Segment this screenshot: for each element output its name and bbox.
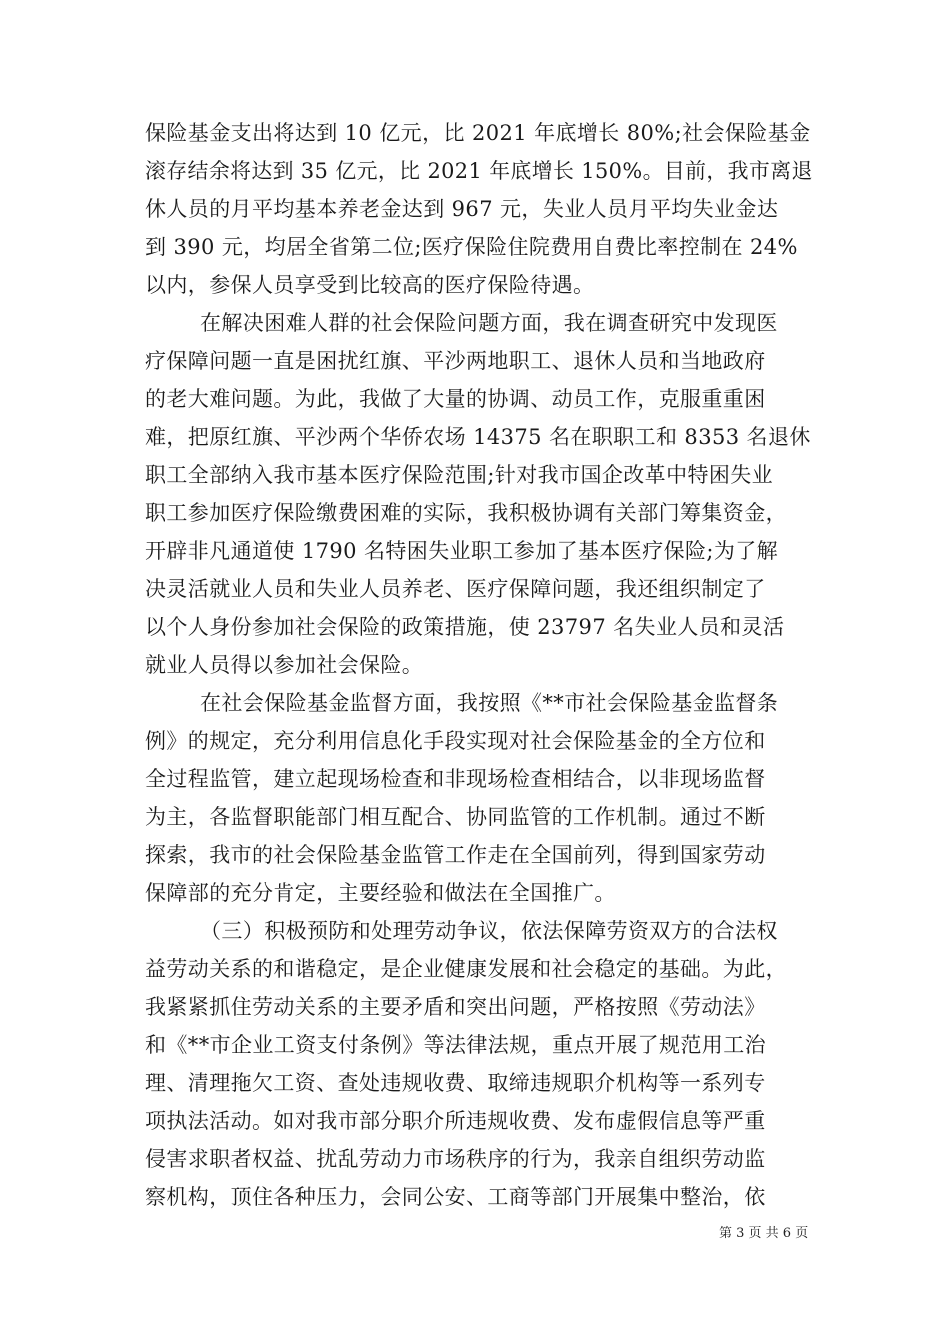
text-line: 滚存结余将达到 35 亿元，比 2021 年底增长 150%。目前，我市离退 (145, 159, 813, 183)
text-line: 理、清理拖欠工资、查处违规收费、取缔违规职介机构等一系列专 (145, 1071, 766, 1095)
text-line: 和《**市企业工资支付条例》等法律法规，重点开展了规范用工治 (145, 1033, 766, 1057)
text-line: 保障部的充分肯定，主要经验和做法在全国推广。 (145, 881, 616, 905)
text-line: 我紧紧抓住劳动关系的主要矛盾和突出问题，严格按照《劳动法》 (145, 995, 766, 1019)
text-line: 难，把原红旗、平沙两个华侨农场 14375 名在职职工和 8353 名退休 (145, 425, 811, 449)
text-line: 疗保障问题一直是困扰红旗、平沙两地职工、退休人员和当地政府 (145, 349, 766, 373)
paragraph-first-line: （三）积极预防和处理劳动争议，依法保障劳资双方的合法权 (200, 919, 778, 943)
text-line: 例》的规定，充分利用信息化手段实现对社会保险基金的全方位和 (145, 729, 766, 753)
text-line: 决灵活就业人员和失业人员养老、医疗保障问题，我还组织制定了 (145, 577, 766, 601)
text-line: 开辟非凡通道使 1790 名特困失业职工参加了基本医疗保险;为了解 (145, 539, 779, 563)
text-line: 就业人员得以参加社会保险。 (145, 653, 424, 677)
text-line: 保险基金支出将达到 10 亿元，比 2021 年底增长 80%;社会保险基金 (145, 121, 811, 145)
text-line: 察机构，顶住各种压力，会同公安、工商等部门开展集中整治，依 (145, 1185, 766, 1209)
text-line: 休人员的月平均基本养老金达到 967 元，失业人员月平均失业金达 (145, 197, 779, 221)
text-line: 到 390 元，均居全省第二位;医疗保险住院费用自费比率控制在 24% (145, 235, 798, 259)
page-number: 第 3 页 共 6 页 (719, 1226, 809, 1241)
text-line: 项执法活动。如对我市部分职介所违规收费、发布虚假信息等严重 (145, 1109, 766, 1133)
paragraph-first-line: 在解决困难人群的社会保险问题方面，我在调查研究中发现医 (200, 311, 778, 335)
text-line: 益劳动关系的和谐稳定，是企业健康发展和社会稳定的基础。为此， (145, 957, 787, 981)
text-line: 职工参加医疗保险缴费困难的实际，我积极协调有关部门筹集资金， (145, 501, 787, 525)
paragraph-first-line: 在社会保险基金监督方面，我按照《**市社会保险基金监督条 (200, 691, 779, 715)
text-line: 侵害求职者权益、扰乱劳动力市场秩序的行为，我亲自组织劳动监 (145, 1147, 766, 1171)
text-line: 全过程监管，建立起现场检查和非现场检查相结合，以非现场监督 (145, 767, 766, 791)
text-line: 职工全部纳入我市基本医疗保险范围;针对我市国企改革中特困失业 (145, 463, 774, 487)
text-line: 以个人身份参加社会保险的政策措施，使 23797 名失业人员和灵活 (145, 615, 785, 639)
text-line: 以内，参保人员享受到比较高的医疗保险待遇。 (145, 273, 595, 297)
text-line: 的老大难问题。为此，我做了大量的协调、动员工作，克服重重困 (145, 387, 766, 411)
text-line: 探索，我市的社会保险基金监管工作走在全国前列，得到国家劳动 (145, 843, 766, 867)
text-line: 为主，各监督职能部门相互配合、协同监管的工作机制。通过不断 (145, 805, 766, 829)
